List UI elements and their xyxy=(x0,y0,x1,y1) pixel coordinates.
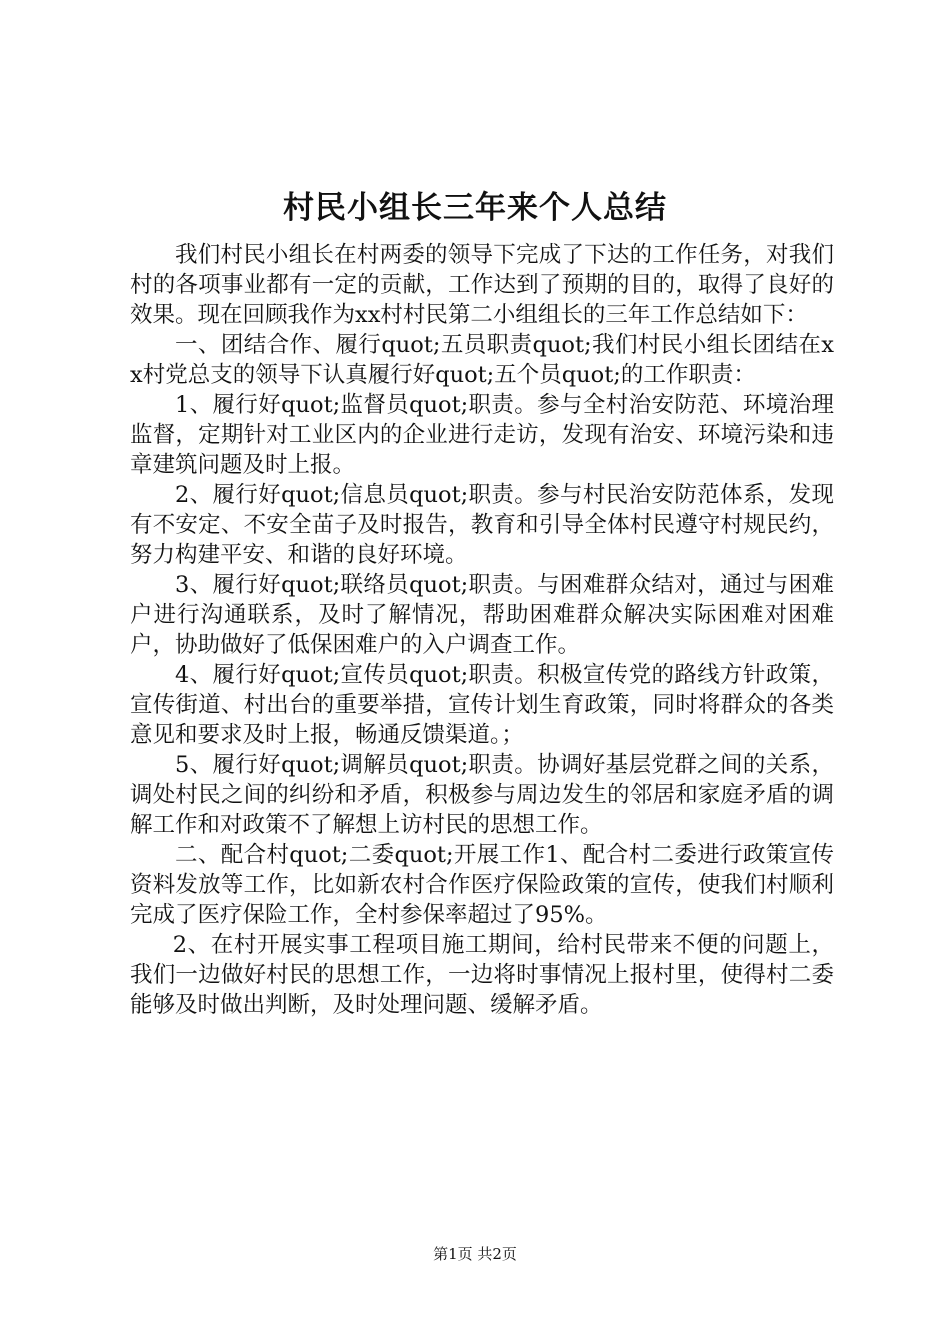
paragraph-item-4: 4、履行好quot;宣传员quot;职责。积极宣传党的路线方针政策，宣传街道、村出台的重要举措，宣传计划生育政策，同时将群众的各类意见和要求及时上报，畅通反馈渠道。； xyxy=(130,662,834,748)
paragraph-section-1: 一、团结合作、履行quot;五员职责quot;我们村民小组长团结在xx村党总支的领导下认真履行好quot;五个员quot;的工作职责： xyxy=(130,332,834,388)
paragraph-item-1: 1、履行好quot;监督员quot;职责。参与全村治安防范、环境治理监督，定期针对工业区内的企业进行走访，发现有治安、环境污染和违章建筑问题及时上报。 xyxy=(130,392,834,478)
document-title: 村民小组长三年来个人总结 xyxy=(283,190,667,226)
page-footer: 第1页 共2页 xyxy=(433,1245,517,1263)
paragraph-item-5: 5、履行好quot;调解员quot;职责。协调好基层党群之间的关系，调处村民之间的纠纷和矛盾，积极参与周边发生的邻居和家庭矛盾的调解工作和对政策不了解想上访村民的思想工作。 xyxy=(130,752,834,838)
document-body xyxy=(130,240,834,1020)
paragraph-section-2-item-2: 2、在村开展实事工程项目施工期间，给村民带来不便的问题上，我们一边做好村民的思想工作，一边将时事情况上报村里，使得村二委能够及时做出判断，及时处理问题、缓解矛盾。 xyxy=(130,932,834,1018)
paragraph-section-2: 二、配合村quot;二委quot;开展工作1、配合村二委进行政策宣传资料发放等工作，比如新农村合作医疗保险政策的宣传，使我们村顺利完成了医疗保险工作，全村参保率超过了95%。 xyxy=(130,842,834,928)
paragraph-item-3: 3、履行好quot;联络员quot;职责。与困难群众结对，通过与困难户进行沟通联系，及时了解情况，帮助困难群众解决实际困难对困难户，协助做好了低保困难户的入户调查工作。 xyxy=(130,572,834,658)
paragraph-item-2: 2、履行好quot;信息员quot;职责。参与村民治安防范体系，发现有不安定、不安全苗子及时报告，教育和引导全体村民遵守村规民约，努力构建平安、和谐的良好环境。 xyxy=(130,482,834,568)
paragraph-intro: 我们村民小组长在村两委的领导下完成了下达的工作任务，对我们村的各项事业都有一定的贡献，工作达到了预期的目的，取得了良好的效果。现在回顾我作为xx村村民第二小组组长的三年工作总结如下： xyxy=(130,242,834,328)
